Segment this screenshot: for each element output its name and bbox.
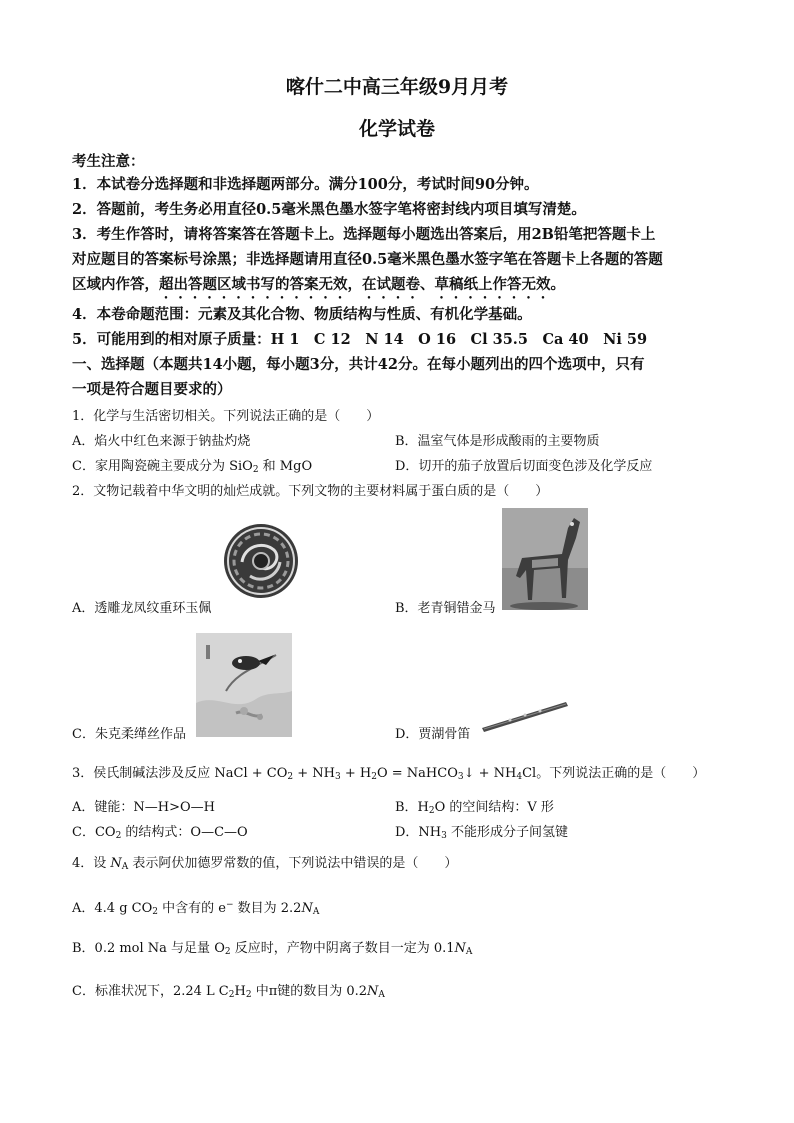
notice-emphasis-1: 超出答题区域书写的答案无效 <box>159 276 348 293</box>
kesi-silk-image <box>196 633 292 737</box>
bone-flute-image <box>480 698 570 732</box>
q2-option-d: D．贾湖骨笛 <box>395 727 471 742</box>
q3-option-c: C．$CO_2$ 的结构式：O—C—O <box>72 825 248 841</box>
notice-emphasis-2: 在试题卷、草稿纸上作答无效 <box>362 276 551 293</box>
q2-option-b: B．老青铜错金马 <box>395 601 496 616</box>
exam-subtitle: 化学试卷 <box>358 118 435 140</box>
q3-stem: 3．侯氏制碱法涉及反应 NaCl + $CO_2 + NH_3 + H_2O$ = NaHCO$_3$↓ + $NH_4Cl$。下列说法正确的是（ ） <box>72 766 706 782</box>
notice-item-3-line-3 <box>72 273 565 302</box>
notice-item-5: 5．可能用到的相对原子质量：H 1 C 12 N 14 O 16 Cl 35.5 Ca 40 Ni 59 <box>72 331 648 348</box>
notice-text: 区域内作答， <box>72 276 159 293</box>
bronze-horse-image <box>502 508 588 610</box>
notice-item-2: 2．答题前，考生务必用直径0.5毫米黑色墨水签字笔将密封线内项目填写清楚。 <box>72 201 586 218</box>
q2-option-a: A．透雕龙凤纹重环玉佩 <box>72 601 212 616</box>
section-heading-line-2: 一项是符合题目要求的） <box>72 381 232 398</box>
q3-option-d: D．$NH_3$ 不能形成分子间氢键 <box>395 825 569 841</box>
q2-option-c: C．朱克柔缂丝作品 <box>72 727 186 742</box>
q1-option-d: D．切开的茄子放置后切面变色涉及化学反应 <box>395 459 653 474</box>
q4-stem: 4．设 $N_A$ 表示阿伏加德罗常数的值，下列说法中错误的是（ ） <box>72 856 458 872</box>
notice-text: ， <box>347 276 362 293</box>
q3-option-a: A．键能：N—H>O—H <box>72 800 215 815</box>
q1-stem: 1．化学与生活密切相关。下列说法正确的是（ ） <box>72 409 380 424</box>
notice-item-3-line-1: 3．考生作答时，请将答案答在答题卡上。选择题每小题选出答案后，用2B铅笔把答题卡上 <box>72 226 656 243</box>
notice-text: 。 <box>550 276 565 293</box>
jade-pendant-image <box>222 522 300 600</box>
notice-item-3-line-2: 对应题目的答案标号涂黑；非选择题请用直径0.5毫米黑色墨水签字笔在答题卡上各题的答题 <box>72 251 663 268</box>
q4-option-c: C．标准状况下，2.24 L $C_2H_2$ 中π键的数目为 $0.2N_A$ <box>72 984 385 1000</box>
q4-option-b: B．0.2 mol Na 与足量 $O_2$ 反应时，产物中阴离子数目一定为 $0.1N_A$ <box>72 941 473 957</box>
q1-option-b: B．温室气体是形成酸雨的主要物质 <box>395 434 600 449</box>
q1-option-a: A．焰火中红色来源于钠盐灼烧 <box>72 434 251 449</box>
section-heading-line-1: 一、选择题（本题共14小题，每小题3分，共计42分。在每小题列出的四个选项中，只有 <box>72 356 645 373</box>
q3-option-b: B．$H_2O$ 的空间结构：V 形 <box>395 800 554 816</box>
exam-title: 喀什二中高三年级9月月考 <box>285 76 509 98</box>
q2-stem: 2．文物记载着中华文明的灿烂成就。下列文物的主要材料属于蛋白质的是（ ） <box>72 484 549 499</box>
q1-option-c: C．家用陶瓷碗主要成分为 SiO$_2$ 和 MgO <box>72 459 313 475</box>
q4-option-a: A．4.4 g $CO_2$ 中含有的 e− 数目为 $2.2N_A$ <box>72 900 320 917</box>
notice-item-4: 4．本卷命题范围：元素及其化合物、物质结构与性质、有机化学基础。 <box>72 306 532 323</box>
notice-heading: 考生注意： <box>72 153 145 170</box>
notice-item-1: 1．本试卷分选择题和非选择题两部分。满分100分，考试时间90分钟。 <box>72 176 539 193</box>
